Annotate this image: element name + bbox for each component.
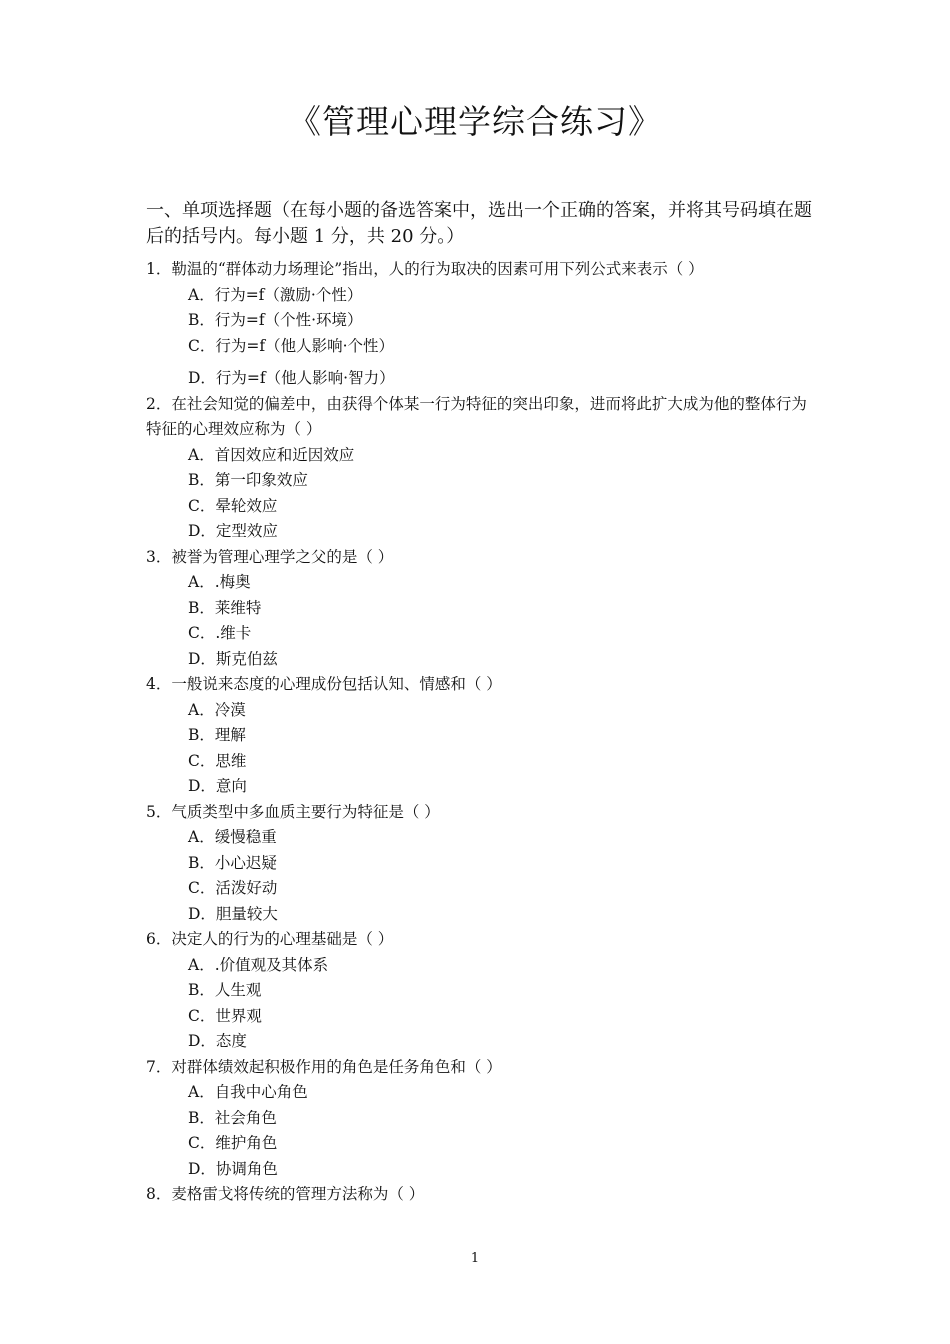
question-6 <box>146 927 816 1055</box>
option-d: D．斯克伯兹 <box>188 649 278 668</box>
option-c: C．世界观 <box>188 1006 262 1025</box>
question-5 <box>146 800 816 928</box>
option-d: D．意向 <box>188 777 247 795</box>
option-list <box>146 570 816 672</box>
option-a: A．首因效应和近因效应 <box>188 445 355 464</box>
question-7 <box>146 1055 816 1183</box>
option-c: C．.维卡 <box>188 624 252 642</box>
option-b: B．行为=f（个性·环境） <box>188 311 363 329</box>
option-list <box>146 953 816 1055</box>
option-a: A．行为=f（激励·个性） <box>188 285 363 304</box>
question-stem: 1．勒温的“群体动力场理论”指出，人的行为取决的因素可用下列公式来表示（ ） <box>146 260 704 278</box>
option-b: B．人生观 <box>188 981 262 999</box>
question-stem: 6．决定人的行为的心理基础是（ ） <box>146 930 394 948</box>
option-b: B．莱维特 <box>188 598 262 617</box>
page-title: 《管理心理学综合练习》 <box>288 102 662 141</box>
option-c: C．晕轮效应 <box>188 496 278 515</box>
question-1 <box>146 257 816 392</box>
question-list <box>146 257 816 1208</box>
option-d: D．态度 <box>188 1032 247 1050</box>
question-8 <box>146 1182 816 1208</box>
option-c: C．行为=f（他人影响·个性） <box>188 336 395 355</box>
option-a: A．缓慢稳重 <box>188 828 277 846</box>
option-a: A．自我中心角色 <box>188 1083 308 1101</box>
option-d: D．行为=f（他人影响·智力） <box>188 369 395 387</box>
question-stem: 2．在社会知觉的偏差中，由获得个体某一行为特征的突出印象，进而将此扩大成为他的整体行为特征的心理效应称为（ ） <box>146 394 807 438</box>
question-stem: 7．对群体绩效起积极作用的角色是任务角色和（ ） <box>146 1057 502 1076</box>
option-d: D．定型效应 <box>188 522 278 540</box>
option-list <box>146 443 816 545</box>
option-a: A．.价值观及其体系 <box>188 955 329 974</box>
option-list <box>146 825 816 927</box>
option-b: B．第一印象效应 <box>188 471 308 489</box>
question-stem: 3．被誉为管理心理学之父的是（ ） <box>146 547 394 566</box>
option-d: D．协调角色 <box>188 1159 278 1178</box>
option-c: C．维护角色 <box>188 1134 278 1152</box>
option-a: A．.梅奥 <box>188 573 251 591</box>
question-3 <box>146 545 816 673</box>
question-stem: 4．一般说来态度的心理成份包括认知、情感和（ ） <box>146 675 502 693</box>
question-stem: 8．麦格雷戈将传统的管理方法称为（ ） <box>146 1185 425 1203</box>
question-4 <box>146 672 816 800</box>
option-b: B．理解 <box>188 726 246 744</box>
option-d: D．胆量较大 <box>188 904 278 923</box>
section-heading: 一、单项选择题（在每小题的备选答案中，选出一个正确的答案，并将其号码填在题后的括号内。每小题 1 分，共 20 分。） <box>146 200 812 247</box>
option-c: C．思维 <box>188 751 247 770</box>
page-number: 1 <box>470 1251 480 1266</box>
option-b: B．社会角色 <box>188 1108 277 1127</box>
question-stem: 5．气质类型中多血质主要行为特征是（ ） <box>146 802 440 821</box>
option-list <box>146 698 816 800</box>
option-list <box>146 283 816 392</box>
option-c: C．活泼好动 <box>188 879 278 897</box>
option-a: A．冷漠 <box>188 700 246 719</box>
question-2 <box>146 392 816 545</box>
option-list <box>146 1080 816 1182</box>
option-b: B．小心迟疑 <box>188 853 277 872</box>
